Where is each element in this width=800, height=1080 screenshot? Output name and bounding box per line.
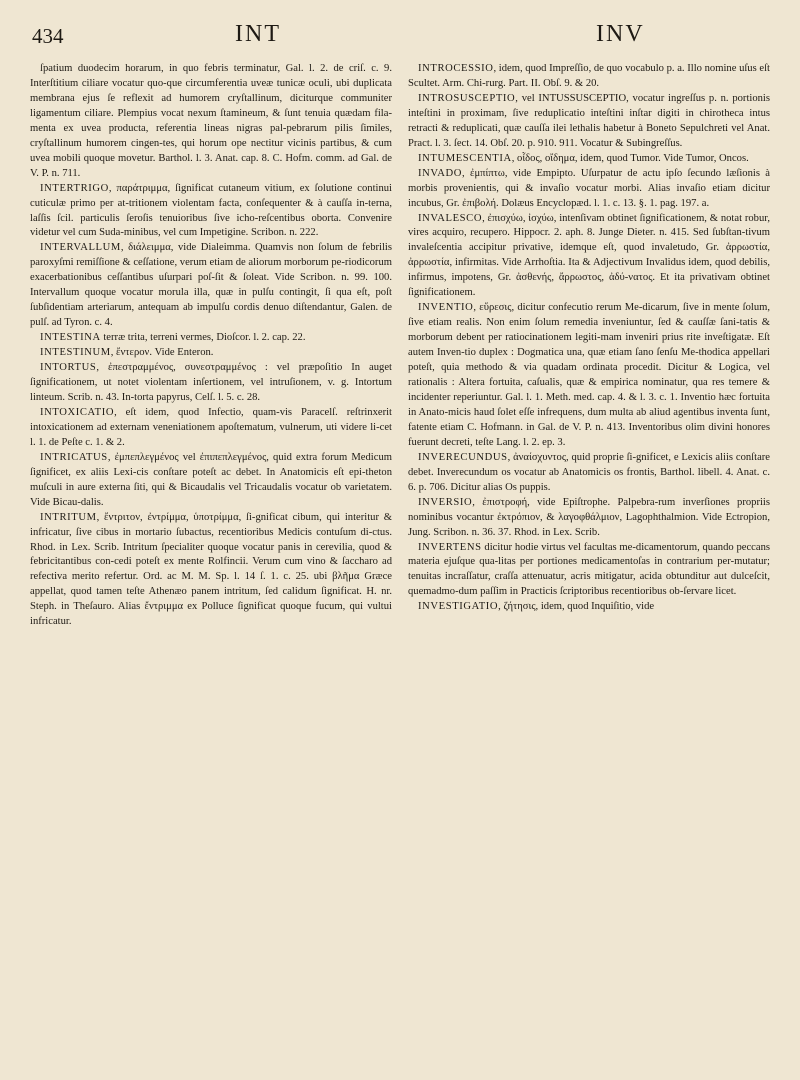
dictionary-entry [30, 406, 392, 451]
entry-text: , ἐπισχύω, ἰσχύω, intenſivam obtinet ſignificationem, & notat robur, vires acquiro, recupero. Hippocr. 2. aph. 8. Junge Dieter. n. 415. Sed ſubſtan-tivum invaleſcentia accipitur privative, idemque eſt, quod invaletudo, Gr. ἀρρωστία, ἀρρωστία, infirmitas. Vide Arrhoſtia. Ita & Adjectivum Invalidus idem, quod debilis, infirmus, impotens, Gr. ἀσθενής, ἄρρωστος, ἀδύ-νατος. Et ita privativam obtinet ſignificationem. [408, 212, 770, 299]
entry-headword: INVADO [418, 167, 463, 179]
entry-text: , ἐμπεπλεγμένος vel ἐπιπεπλεγμένος, quid extra forum Medicum ſignificet, ex aliis Lexi-cis conſtare poteſt ac debet. In Anatomicis eſt epi-theton muſculi in aure externa ſiti, qui & Bicaudalis vel Tricaudalis vocatur ob varietatem. Vide Bicau-dalis. [30, 451, 392, 508]
entry-headword: INVERSIO [418, 496, 473, 508]
entry-text: , εὕρεσις, dicitur confecutio rerum Me-dicarum, ſive in mente ſolum, ſive etiam realis. Non enim ſolum remedia inveniuntur, ſed & cauſſæ ſani-tatis & morborum debent per ratiocinationem legiti-mam inveniri prius rite inveſtigatæ. Eſt autem Inven-tio duplex : Dogmatica una, quæ etiam ſano ſenſu Me-thodica appellari poteſt, quia methodo & via quadam ordinata procedit. Dicitur & Logica, vel rationalis : Altera fortuita, caſualis, quæ & empirica nominatur, qua res temere & incidenter reperiuntur. Gal. l. 1. Meth. med. cap. 4. & l. 3. c. 1. Inventio hæc fortuita in Anato-micis haud ſolet eſſe infrequens, dum multa ab aliud agentibus inventa ſunt, fatente etiam C. Hofmann. in Gal. de V. P. n. 413. Inventoribus olim divini honores fuerunt decreti, teſte Lang. l. 2. ep. 3. [408, 302, 770, 448]
dictionary-entry [30, 451, 392, 511]
entry-headword: INTRICATUS [40, 451, 108, 463]
page-number: 434 [32, 24, 64, 48]
dictionary-entry [408, 212, 770, 302]
dictionary-entry [408, 541, 770, 601]
dictionary-page [30, 18, 770, 1070]
entry-text: , ἐμπίπτω, vide Empipto. Uſurpatur de actu ipſo ſecundo læſionis à morbis provenientis, qui & invaſio vocatur morbi. Alias invaſio etiam dicitur incubus, Gr. ἐπιβολή. Dolæus Encyclopæd. l. 1. c. 13. §. 1. pag. 197. a. [408, 167, 770, 209]
entry-headword: INTRITUM [40, 511, 97, 523]
dictionary-entry [30, 331, 392, 346]
entry-headword: INTOXICATIO [40, 406, 115, 418]
entry-headword: INVERECUNDUS [418, 451, 508, 463]
entry-headword: INTUMESCENTIA [418, 152, 512, 164]
running-header [30, 18, 770, 58]
dictionary-entry [408, 152, 770, 167]
entry-headword: INTROCESSIO [418, 63, 494, 74]
entry-text: , ἐπεστραμμένος, συνεστραμμένος : vel præpoſitio In auget ſignificationem, ut notet violentam inſertionem, vel intruſionem, v. g. Intortum linteum. Scrib. n. 43. In-torta papyrus, Celſ. l. 5. c. 28. [30, 362, 392, 403]
entry-headword: INVERTENS [418, 541, 482, 553]
dictionary-entry [30, 182, 392, 242]
running-head-right: INV [596, 21, 645, 47]
dictionary-entry [30, 346, 392, 361]
entry-text: , παράτριμμα, ſignificat cutaneum vitium, ex ſolutione continui cuticulæ primo per at-tritionem violentam facta, conſequenter & à cauſſa in-terna, laſſis ſcil. particulis ſeroſis tenuioribus ſive icho-reſcentibus oborta. Convenire videtur vel cum Suda-minibus, vel cum Impetigine. Scribon. n. 222. [30, 182, 392, 239]
entry-text: , ἔντριτον, ἐντρίμμα, ὑποτρίμμα, ſi-gnificat cibum, qui interitur & infricatur, ſive cibus in mortario ſubactus, recentioribus Medicis contuſum di-ctus. Rhod. in Lex. Scrib. Intritum ſpecialiter quoque vocatur panis in cerevilia, quod & febricitantibus con-cedi poteſt ex mente Rolfincii. Verum cum vino & ſaccharo ad refectiva merito refertur. Ord. ac M. M. Sp. l. 14 ſ. 1. c. 25. ubi βλῆμα Græce appellat, quod tamen teſte Athenæo panem intritum, ſed calidum ſignificat. H. nr. Steph. in Theſauro. Alias ἔντριμμα ex Polluce ſignificat quoque fucum, qui vultui infricatur. [30, 511, 392, 628]
entry-headword: INTESTINA [40, 332, 101, 344]
entry-text: , vel INTUSSUSCEPTIO, vocatur ingreſſus p. n. portionis inteſtini in proximam, ſive reduplicatio inteſtini inſtar digiti in chirotheca intus retracti & reduplicati, quæ cauſſa ilei lethalis habetur à Boneto Sepulchreti vel Anat. Pract. l. 3. ſect. 14. Obſ. 20. p. 910. 911. Vocatur & Subingreſſus. [408, 92, 770, 149]
right-column [408, 62, 770, 1070]
dictionary-entry [408, 600, 770, 615]
dictionary-entry [408, 167, 770, 212]
entry-headword: INTROSUSCEPTIO [418, 92, 516, 104]
entry-text: ſpatium duodecim horarum, in quo febris terminatur, Gal. l. 2. de criſ. c. 9. Interſtitium ciliare vocatur quo-que circumferentia uveæ tunicæ oculi, ubi duplicata membrana ejus ſe reflexit ad humorem cryſtallinum, diciturque communiter ligamentum ciliare. Plempius vocat nexum ſtamineum, & ſunt tenuia quædam fila-menta ex uvea producta, referentia lineas nigras pal-pebrarum pilis ſimiles, cryſtallinum humorem cingen-tes, qui horum ope nectitur vicinis partibus, & cum uvea mobili quoque movetur. Barthol. l. 3. Anat. cap. 8. C. Hofm. comm. ad Gal. de V. P. n. 711. [30, 63, 392, 179]
dictionary-entry [30, 511, 392, 631]
entry-text: , eſt idem, quod Infectio, quam-vis Paracelſ. reſtrinxerit intoxicationem ad externam veneniationem apoſtematum, vulnerum, uti videre li-cet l. 1. de Peſte c. 1. & 2. [30, 406, 392, 448]
entry-headword: INVALESCO [418, 212, 483, 224]
entry-headword: INTORTUS [40, 362, 97, 374]
entry-text: , ζήτησις, idem, quod Inquiſitio, vide [498, 601, 655, 613]
entry-headword: INTESTINUM [40, 347, 111, 359]
entry-text: , διάλειμμα, vide Dialeimma. Quamvis non ſolum de febrilis paroxyſmi remiſſione & ceſſatione, verum etiam de aliorum morborum pe-riodicorum exacerbationibus ceſſantibus uſurpari poſ-ſit & ſoleat. Vide Scribon. n. 99. 100. Intervallum quoque vocatur morula illa, quæ in pulſu contingit, ſi qua eſt, poſt ſubſidentiam arteriarum, antequam ab impulſu cordis denuo diſtendantur, Galen. de pulſ. ad Tyron. c. 4. [30, 242, 392, 329]
dictionary-entry [408, 301, 770, 451]
dictionary-entry [30, 62, 392, 182]
dictionary-entry [408, 62, 770, 92]
dictionary-entry [30, 361, 392, 406]
dictionary-entry [408, 496, 770, 541]
running-head-left: INT [235, 21, 281, 47]
entry-headword: INTERVALLUM [40, 242, 121, 254]
entry-text: , ἐπιστροφή, vide Epiſtrophe. Palpebra-rum inverſiones propriis nominibus vocantur ἐκτρόπιον, & λαγοφθάλμιον, Lagophthalmion. Vide Ectropion, Jung. Scribon. n. 36. 37. Rhod. in Lex. Scrib. [408, 496, 770, 538]
dictionary-entry [30, 241, 392, 331]
entry-headword: INVENTIO [418, 302, 474, 314]
dictionary-entry [408, 92, 770, 152]
text-columns [30, 62, 770, 1070]
left-column [30, 62, 392, 1070]
entry-text: , idem, quod Impreſſio, de quo vocabulo p. a. Illo nomine uſus eſt Scultet. Arm. Chi-rurg. Part. II. Obſ. 9. & 20. [408, 63, 770, 89]
entry-text: terræ trita, terreni vermes, Dioſcor. l. 2. cap. 22. [100, 332, 306, 344]
entry-headword: INVESTIGATIO [418, 601, 499, 613]
entry-text: , ἀναίσχυντος, quid proprie ſi-gnificet, e Lexicis aliis conſtare debet. Inverecundum os vocatur ab Anatomicis os frontis, Barthol. libell. 4. Anat. c. 6. p. 706. Dicitur alias Os puppis. [408, 451, 770, 493]
entry-text: , οἶδος, οἴδημα, idem, quod Tumor. Vide Tumor, Oncos. [511, 152, 749, 164]
dictionary-entry [408, 451, 770, 496]
entry-text: , ἔντερον. Vide Enteron. [110, 347, 214, 359]
entry-text: dicitur hodie virtus vel facultas me-dicamentorum, quando peccans materia ejuſque qua-litas per portiones medicamentoſas in contrarium per-mutatur; tenuitas incraſſatur, craſſa attenuatur, acris mitigatur, acida obtunditur aut dulceſcit, quemadmo-dum paſſim in Practicis ſcriptoribus recentioribus ob-ſervare licet. [408, 541, 770, 598]
entry-headword: INTERTRIGO [40, 182, 109, 194]
